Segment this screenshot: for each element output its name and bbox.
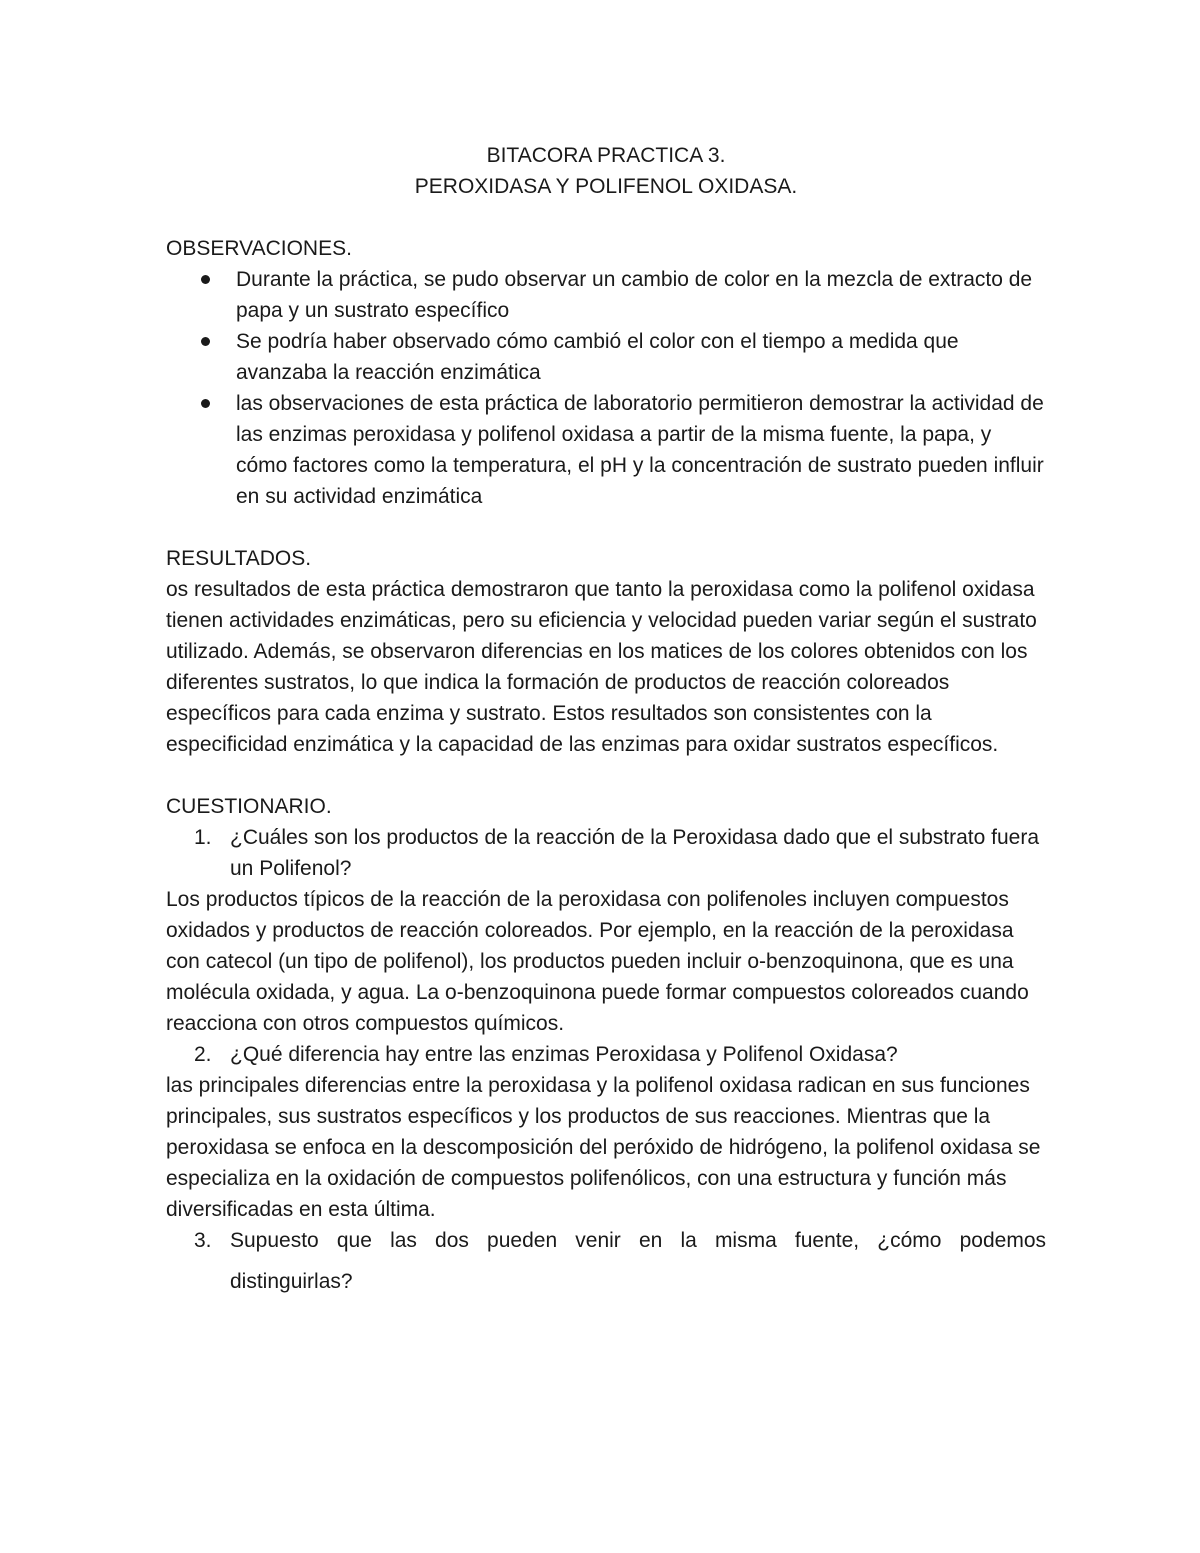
resultados-heading: RESULTADOS. bbox=[166, 547, 312, 570]
bullet-icon bbox=[201, 275, 210, 284]
document-content bbox=[166, 140, 1046, 1297]
question-number: 3. bbox=[194, 1229, 212, 1252]
answer-text-2: las principales diferencias entre la peroxidasa y la polifenol oxidasa radican en sus funciones principales, sus sustratos específicos y los productos de sus reacciones. Mientras que la peroxidasa se enfoca en la descomposición del peróxido de hidrógeno, la polifenol oxidasa se especializa en la oxidación de compuestos polifenólicos, con una estructura y función más diversificadas en esta última. bbox=[166, 1074, 1041, 1221]
observacion-text: Durante la práctica, se pudo observar un cambio de color en la mezcla de extracto de papa y un sustrato específico bbox=[236, 268, 1033, 322]
observacion-item bbox=[166, 264, 1046, 326]
spacer bbox=[166, 512, 1046, 543]
spacer bbox=[166, 202, 1046, 233]
cuestionario-heading: CUESTIONARIO. bbox=[166, 795, 332, 818]
question-item-2 bbox=[166, 1039, 1046, 1070]
question-number: 2. bbox=[194, 1043, 212, 1066]
question-text-line-1: Supuesto que las dos pueden venir en la misma fuente, ¿cómo podemos bbox=[230, 1229, 1046, 1252]
bullet-icon bbox=[201, 337, 210, 346]
resultados-text: os resultados de esta práctica demostraron que tanto la peroxidasa como la polifenol oxidasa tienen actividades enzimáticas, pero su eficiencia y velocidad pueden variar según el sustrato utilizado. Además, se observaron diferencias en los matices de los colores obtenidos con los diferentes sustratos, lo que indica la formación de productos de reacción coloreados específicos para cada enzima y sustrato. Estos resultados son consistentes con la especificidad enzimática y la capacidad de las enzimas para oxidar sustratos específicos. bbox=[166, 578, 1037, 756]
observacion-text: Se podría haber observado cómo cambió el color con el tiempo a medida que avanzaba la reacción enzimática bbox=[236, 330, 959, 384]
question-number: 1. bbox=[194, 826, 212, 849]
question-text: ¿Cuáles son los productos de la reacción de la Peroxidasa dado que el substrato fuera un Polifenol? bbox=[230, 826, 1039, 880]
spacer bbox=[166, 760, 1046, 791]
observacion-text: las observaciones de esta práctica de laboratorio permitieron demostrar la actividad de las enzimas peroxidasa y polifenol oxidasa a partir de la misma fuente, la papa, y cómo factores como la temperatura, el pH y la concentración de sustrato pueden influir en su actividad enzimática bbox=[236, 392, 1044, 508]
observacion-item bbox=[166, 326, 1046, 388]
answer-text-1: Los productos típicos de la reacción de la peroxidasa con polifenoles incluyen compuestos oxidados y productos de reacción coloreados. Por ejemplo, en la reacción de la peroxidasa con catecol (un tipo de polifenol), los productos pueden incluir o-benzoquinona, que es una molécula oxidada, y agua. La o-benzoquinona puede formar compuestos coloreados cuando reacciona con otros compuestos químicos. bbox=[166, 888, 1029, 1035]
observaciones-list bbox=[166, 264, 1046, 512]
question-item-1 bbox=[166, 822, 1046, 884]
observaciones-heading: OBSERVACIONES. bbox=[166, 237, 352, 260]
question-text-line-2: distinguirlas? bbox=[230, 1270, 353, 1293]
question-text: ¿Qué diferencia hay entre las enzimas Peroxidasa y Polifenol Oxidasa? bbox=[230, 1043, 898, 1066]
question-item-3 bbox=[166, 1225, 1046, 1297]
observacion-item bbox=[166, 388, 1046, 512]
document-title-line-1: BITACORA PRACTICA 3. bbox=[486, 144, 726, 167]
bullet-icon bbox=[201, 399, 210, 408]
document-title-line-2: PEROXIDASA Y POLIFENOL OXIDASA. bbox=[414, 175, 798, 198]
